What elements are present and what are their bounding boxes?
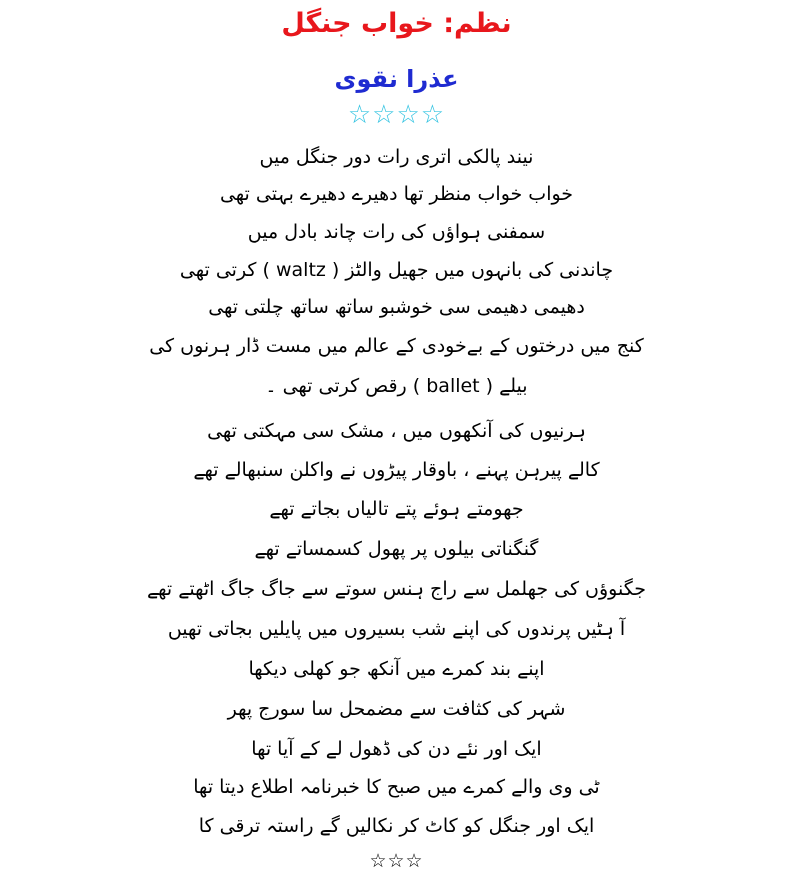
poem-line: ایک اور نئے دن کی ڈھول لے کے آیا تھا	[251, 738, 542, 760]
poem-author: عذرا نقوی	[334, 65, 459, 93]
poem-line: آ ہٹیں پرندوں کی اپنے شب بسیروں میں پایلیں بجاتی تھیں	[167, 618, 626, 640]
stars-ornament-bottom: ☆☆☆	[369, 850, 424, 872]
poem-line: شہر کی کثافت سے مضمحل سا سورج پھر	[227, 698, 566, 720]
poem-line: سمفنی ہواؤں کی رات چاند بادل میں	[247, 221, 546, 243]
poem-line: اپنے بند کمرے میں آنکھ جو کھلی دیکھا	[248, 658, 545, 680]
poem-line: جگنوؤں کی جھلمل سے راج ہنس سوتے سے جاگ جاگ اٹھتے تھے	[147, 578, 646, 600]
stars-ornament-top: ☆☆☆☆	[347, 100, 446, 130]
poem-line: ٹی وی والے کمرے میں صبح کا خبرنامہ اطلاع دیتا تھا	[193, 776, 600, 798]
poem-line: نیند پالکی اتری رات دور جنگل میں	[259, 146, 534, 168]
poem-line: دھیمی دھیمی سی خوشبو ساتھ ساتھ چلتی تھی	[208, 296, 585, 318]
poem-line: گنگناتی بیلوں پر پھول کسمساتے تھے	[254, 538, 539, 560]
poem-title: نظم: خواب جنگل	[281, 8, 512, 39]
poem-line: کنج میں درختوں کے بےخودی کے عالم میں مست ڈار ہرنوں کی	[149, 335, 644, 357]
poem-line: ایک اور جنگل کو کاٹ کر نکالیں گے راستہ ترقی کا	[198, 815, 595, 837]
poem-line: ہرنیوں کی آنکھوں میں ، مشک سی مہکتی تھی	[207, 420, 586, 442]
poem-line: بیلے ( ballet ) رقص کرتی تھی ۔	[265, 375, 528, 397]
poem-line: چاندنی کی بانہوں میں جھیل والٹز ( waltz ) کرتی تھی	[179, 259, 614, 281]
poem-line: خواب خواب منظر تھا دھیرے دھیرے بہتی تھی	[219, 183, 574, 205]
poem-line: جھومتے ہوئے پتے تالیاں بجاتے تھے	[269, 498, 524, 520]
poem-line: کالے پیرہن پہنے ، باوقار پیڑوں نے واکلن سنبھالے تھے	[193, 459, 600, 481]
